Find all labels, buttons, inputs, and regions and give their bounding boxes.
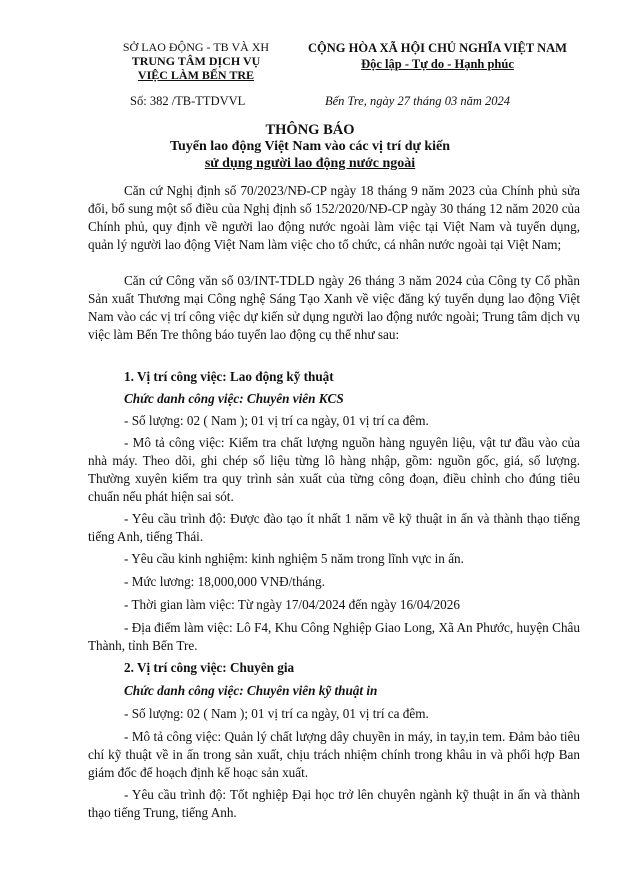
notice-title: THÔNG BÁO: [265, 122, 355, 138]
agency-line-3: VIỆC LÀM BẾN TRE: [137, 68, 255, 82]
section-1-education: - Yêu cầu trình độ: Được đào tạo ít nhất 1 năm về kỹ thuật in ấn và thành thạo tiếng tiếng Anh, tiếng Thái.: [88, 511, 580, 544]
date-year-label: năm: [460, 94, 482, 108]
section-1-period: - Thời gian làm việc: Từ ngày 17/04/2024 đến ngày 16/04/2026: [124, 597, 460, 612]
document-number: [130, 94, 245, 109]
section-1-experience: - Yêu cầu kinh nghiệm: kinh nghiệm 5 năm trong lĩnh vực in ấn.: [124, 551, 464, 566]
date-month-label: tháng: [413, 94, 442, 108]
section-1-description: - Mô tả công việc: Kiểm tra chất lượng nguồn hàng nguyên liệu, vật tư đầu vào của nhà máy. Theo dõi, ghi chép số liệu từng lô hàng nhập, gồm: nguồn gốc, giá, số lượng. Thường xuyên kiểm tra quy trình sản xuất của từng công đoạn, điều chỉnh cho đúng tiêu chuẩn nếu phát hiện sai sót.: [88, 435, 580, 504]
section-2-heading: 2. Vị trí công việc: Chuyên gia: [124, 660, 295, 675]
national-motto: Độc lập - Tự do - Hạnh phúc: [361, 57, 514, 71]
section-1-job-title: Chức danh công việc: Chuyên viên KCS: [124, 391, 344, 406]
legal-basis-paragraph-2: Căn cứ Công văn số 03/INT-TDLD ngày 26 tháng 3 năm 2024 của Công ty Cổ phần Sản xuất Thương mại Công nghệ Sáng Tạo Xanh về việc đăng ký tuyển dụng lao động Việt Nam vào các vị trí công việc dự kiến sử dụng người lao động nước ngoài; Trung tâm dịch vụ việc làm Bến Tre thông báo tuyển lao động cụ thể như sau:: [88, 273, 580, 342]
legal-basis-paragraph-1: Căn cứ Nghị định số 70/2023/NĐ-CP ngày 18 tháng 9 năm 2023 của Chính phủ sửa đổi, bổ sung một số điều của Nghị định số 152/2020/NĐ-CP ngày 30 tháng 12 năm 2020 của Chính phủ, quy định về người lao động nước ngoài làm việc tại Việt Nam và tuyển dụng, quản lý người lao động Việt Nam làm việc cho tổ chức, cá nhân nước ngoài tại Việt Nam;: [88, 183, 580, 252]
section-1-location: - Địa điểm làm việc: Lô F4, Khu Công Nghiệp Giao Long, Xã An Phước, huyện Châu Thành, tỉnh Bến Tre.: [88, 620, 580, 653]
doc-no-prefix: Số:: [130, 94, 147, 108]
section-1-salary: - Mức lương: 18,000,000 VNĐ/tháng.: [124, 574, 325, 589]
section-1-heading: 1. Vị trí công việc: Lao động kỹ thuật: [124, 369, 334, 384]
date-month: 03: [444, 94, 458, 108]
section-2-education: - Yêu cầu trình độ: Tốt nghiệp Đại học trở lên chuyên ngành kỹ thuật in ấn và thành thạo tiếng Trung, tiếng Anh.: [88, 787, 580, 820]
notice-subtitle-line-1: Tuyển lao động Việt Nam vào các vị trí dự kiến: [169, 139, 451, 154]
national-title: CỘNG HÒA XÃ HỘI CHỦ NGHĨA VIỆT NAM: [308, 41, 567, 55]
section-2-job-title: Chức danh công việc: Chuyên viên kỹ thuật in: [124, 683, 378, 698]
issue-date: [325, 94, 510, 109]
notice-subtitle-text: sử dụng người lao động nước ngoài: [204, 156, 416, 171]
section-2-quantity: - Số lượng: 02 ( Nam ); 01 vị trí ca ngày, 01 vị trí ca đêm.: [124, 706, 429, 721]
section-1-quantity: - Số lượng: 02 ( Nam ); 01 vị trí ca ngày, 01 vị trí ca đêm.: [124, 413, 429, 428]
doc-no-value: 382: [149, 94, 169, 108]
section-2-description: - Mô tả công việc: Quản lý chất lượng dây chuyền in máy, in tay,in tem. Đảm bảo tiêu chí kỹ thuật về in ấn trong sản xuất, chịu trách nhiệm chính trong khâu in và phối hợp Ban giám đốc để hoạch định kế hoạc sản xuất.: [88, 729, 580, 780]
agency-line-1: SỞ LAO ĐỘNG - TB VÀ XH: [122, 40, 270, 54]
date-day: 27: [397, 94, 410, 108]
issuing-agency: [96, 40, 296, 82]
national-header: [300, 40, 575, 72]
date-year: 2024: [484, 94, 510, 108]
agency-line-2: TRUNG TÂM DỊCH VỤ: [131, 54, 261, 68]
doc-no-suffix: /TB-TTDVVL: [171, 94, 246, 108]
date-prefix: Bến Tre, ngày: [325, 94, 395, 108]
notice-subtitle-line-2: [0, 156, 620, 172]
